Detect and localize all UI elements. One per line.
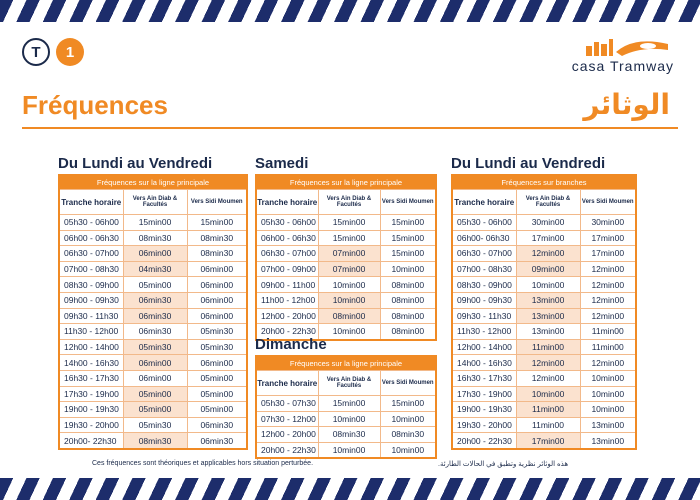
- frequency-cell: 10min00: [380, 442, 436, 458]
- frequency-cell: 05min00: [187, 402, 247, 418]
- time-slot-cell: 20h00 - 22h30: [256, 324, 318, 340]
- frequency-cell: 13min00: [516, 308, 580, 324]
- frequency-cell: 17min00: [580, 230, 636, 246]
- weekday-section: [58, 155, 248, 450]
- frequency-cell: 15min00: [187, 215, 247, 231]
- tram-badge-icon: T: [22, 38, 50, 66]
- time-slot-cell: 20h00 - 22h30: [452, 433, 516, 449]
- frequency-cell: 05min00: [123, 386, 187, 402]
- table-row: [452, 402, 636, 418]
- frequency-cell: 10min00: [318, 411, 380, 427]
- time-slot-cell: 09h00 - 11h00: [256, 277, 318, 293]
- time-slot-cell: 19h30 - 20h00: [452, 417, 516, 433]
- time-slot-cell: 11h00 - 12h00: [256, 292, 318, 308]
- time-slot-cell: 09h30 - 11h30: [59, 308, 123, 324]
- frequency-cell: 06min30: [123, 308, 187, 324]
- section-title: Du Lundi au Vendredi: [58, 155, 213, 172]
- frequency-cell: 15min00: [380, 230, 436, 246]
- frequency-cell: 12min00: [580, 308, 636, 324]
- frequency-table: [58, 174, 248, 450]
- sunday-section: [255, 336, 437, 459]
- frequency-cell: 12min00: [516, 246, 580, 262]
- frequency-cell: 15min00: [380, 246, 436, 262]
- table-banner: Fréquences sur la ligne principale: [59, 175, 247, 190]
- time-slot-cell: 05h30 - 06h00: [256, 215, 318, 231]
- frequency-cell: 11min00: [516, 402, 580, 418]
- table-row: [256, 396, 436, 412]
- frequency-cell: 10min00: [318, 324, 380, 340]
- frequency-cell: 08min30: [187, 246, 247, 262]
- column-header: Vers Sidi Moumen: [380, 190, 436, 215]
- frequency-cell: 30min00: [580, 215, 636, 231]
- frequency-table: [255, 174, 437, 341]
- column-header: Vers Ain Diab & Facultés: [516, 190, 580, 215]
- time-slot-cell: 05h30 - 06h00: [452, 215, 516, 231]
- time-slot-cell: 06h00 - 06h30: [59, 230, 123, 246]
- frequency-cell: 17min00: [516, 433, 580, 449]
- frequency-cell: 10min00: [380, 411, 436, 427]
- column-header: Vers Sidi Moumen: [380, 371, 436, 396]
- time-slot-cell: 16h30 - 17h30: [452, 370, 516, 386]
- footnote-fr: Ces fréquences sont théoriques et applicables hors situation perturbée.: [92, 460, 314, 467]
- frequency-cell: 10min00: [580, 386, 636, 402]
- frequency-table: [451, 174, 637, 450]
- time-slot-cell: 19h30 - 20h00: [59, 417, 123, 433]
- time-slot-cell: 12h00 - 20h00: [256, 427, 318, 443]
- table-row: [452, 230, 636, 246]
- frequency-cell: 10min00: [318, 292, 380, 308]
- frequency-cell: 08min30: [380, 427, 436, 443]
- frequency-cell: 17min00: [580, 246, 636, 262]
- top-stripe-band: [0, 0, 700, 22]
- table-row: [59, 339, 247, 355]
- table-row: [59, 230, 247, 246]
- frequency-cell: 15min00: [123, 215, 187, 231]
- table-row: [452, 277, 636, 293]
- table-row: [452, 246, 636, 262]
- table-row: [256, 292, 436, 308]
- time-slot-cell: 20h00- 22h30: [59, 433, 123, 449]
- table-row: [59, 402, 247, 418]
- frequency-cell: 15min00: [318, 230, 380, 246]
- time-slot-cell: 08h30 - 09h00: [452, 277, 516, 293]
- frequency-cell: 08min30: [318, 427, 380, 443]
- frequency-cell: 05min30: [187, 324, 247, 340]
- bottom-stripe-band: [0, 478, 700, 500]
- table-row: [256, 230, 436, 246]
- time-slot-cell: 07h00 - 08h30: [59, 261, 123, 277]
- frequency-cell: 10min00: [318, 277, 380, 293]
- table-row: [452, 292, 636, 308]
- time-slot-cell: 06h00 - 06h30: [256, 230, 318, 246]
- frequency-cell: 09min00: [516, 261, 580, 277]
- frequency-cell: 12min00: [516, 370, 580, 386]
- title-divider: [22, 127, 678, 129]
- frequency-cell: 06min30: [123, 324, 187, 340]
- time-slot-cell: 05h30 - 07h30: [256, 396, 318, 412]
- frequency-cell: 15min00: [318, 215, 380, 231]
- frequency-cell: 06min30: [187, 433, 247, 449]
- frequency-cell: 10min00: [580, 370, 636, 386]
- time-slot-cell: 12h00 - 14h00: [452, 339, 516, 355]
- table-row: [452, 215, 636, 231]
- frequency-cell: 08min00: [380, 308, 436, 324]
- time-slot-cell: 20h00 - 22h30: [256, 442, 318, 458]
- time-slot-cell: 11h30 - 12h00: [452, 324, 516, 340]
- time-slot-cell: 09h30 - 11h30: [452, 308, 516, 324]
- time-slot-cell: 07h00 - 08h30: [452, 261, 516, 277]
- section-title: Du Lundi au Vendredi: [451, 155, 606, 172]
- frequency-cell: 06min00: [187, 308, 247, 324]
- frequency-cell: 11min00: [580, 339, 636, 355]
- page-title-ar: الوثائر: [583, 89, 670, 120]
- frequency-cell: 15min00: [380, 396, 436, 412]
- frequency-cell: 10min00: [580, 402, 636, 418]
- frequency-cell: 13min00: [516, 292, 580, 308]
- frequency-cell: 06min00: [123, 370, 187, 386]
- table-row: [256, 277, 436, 293]
- time-slot-cell: 06h30 - 07h00: [452, 246, 516, 262]
- section-title: Samedi: [255, 155, 309, 172]
- table-row: [59, 386, 247, 402]
- table-row: [59, 324, 247, 340]
- frequency-cell: 05min30: [123, 417, 187, 433]
- time-slot-cell: 19h00 - 19h30: [59, 402, 123, 418]
- column-header: Tranche horaire: [452, 190, 516, 215]
- table-row: [59, 433, 247, 449]
- table-row: [452, 417, 636, 433]
- frequency-cell: 05min00: [123, 402, 187, 418]
- table-row: [256, 261, 436, 277]
- branches-section: [451, 155, 637, 450]
- column-header: Tranche horaire: [59, 190, 123, 215]
- frequency-cell: 10min00: [380, 261, 436, 277]
- table-row: [59, 215, 247, 231]
- frequency-cell: 08min30: [187, 230, 247, 246]
- frequency-cell: 12min00: [580, 292, 636, 308]
- time-slot-cell: 06h30 - 07h00: [59, 246, 123, 262]
- table-row: [256, 215, 436, 231]
- time-slot-cell: 08h30 - 09h00: [59, 277, 123, 293]
- frequency-cell: 05min30: [187, 339, 247, 355]
- frequency-cell: 05min00: [187, 370, 247, 386]
- column-header: Vers Ain Diab & Facultés: [318, 190, 380, 215]
- time-slot-cell: 17h30 - 19h00: [59, 386, 123, 402]
- frequency-cell: 06min00: [187, 277, 247, 293]
- frequency-cell: 08min30: [123, 433, 187, 449]
- time-slot-cell: 14h00 - 16h30: [59, 355, 123, 371]
- frequency-cell: 07min00: [318, 246, 380, 262]
- table-row: [452, 433, 636, 449]
- table-row: [256, 308, 436, 324]
- table-row: [452, 261, 636, 277]
- frequency-cell: 15min00: [318, 396, 380, 412]
- frequency-cell: 05min00: [187, 386, 247, 402]
- time-slot-cell: 07h00 - 09h00: [256, 261, 318, 277]
- tram-logo-icon: [582, 34, 672, 58]
- table-row: [59, 370, 247, 386]
- frequency-cell: 06min30: [187, 417, 247, 433]
- frequency-cell: 17min00: [516, 230, 580, 246]
- frequency-cell: 08min00: [380, 277, 436, 293]
- time-slot-cell: 09h00 - 09h30: [452, 292, 516, 308]
- casa-tramway-logo: [554, 34, 674, 74]
- table-row: [256, 411, 436, 427]
- column-header: Tranche horaire: [256, 371, 318, 396]
- time-slot-cell: 06h00- 06h30: [452, 230, 516, 246]
- frequency-cell: 11min00: [516, 417, 580, 433]
- table-row: [452, 324, 636, 340]
- time-slot-cell: 14h00 - 16h30: [452, 355, 516, 371]
- column-header: Vers Ain Diab & Facultés: [123, 190, 187, 215]
- time-slot-cell: 06h30 - 07h00: [256, 246, 318, 262]
- frequency-cell: 06min30: [123, 292, 187, 308]
- time-slot-cell: 07h30 - 12h00: [256, 411, 318, 427]
- table-row: [59, 246, 247, 262]
- frequency-cell: 11min00: [580, 324, 636, 340]
- table-row: [452, 386, 636, 402]
- table-banner: Fréquences sur la ligne principale: [256, 175, 436, 190]
- frequency-cell: 13min00: [580, 433, 636, 449]
- frequency-cell: 04min30: [123, 261, 187, 277]
- saturday-section: [255, 155, 437, 341]
- frequency-cell: 06min00: [187, 292, 247, 308]
- frequency-cell: 05min00: [123, 277, 187, 293]
- column-header: Vers Ain Diab & Facultés: [318, 371, 380, 396]
- frequency-cell: 13min00: [516, 324, 580, 340]
- table-row: [452, 308, 636, 324]
- table-row: [256, 442, 436, 458]
- frequency-cell: 12min00: [580, 261, 636, 277]
- frequency-cell: 10min00: [318, 442, 380, 458]
- column-header: Vers Sidi Moumen: [187, 190, 247, 215]
- frequency-cell: 15min00: [380, 215, 436, 231]
- table-row: [59, 417, 247, 433]
- frequency-cell: 10min00: [516, 277, 580, 293]
- table-banner: Fréquences sur la ligne principale: [256, 356, 436, 371]
- frequency-cell: 08min00: [318, 308, 380, 324]
- frequency-cell: 06min00: [123, 355, 187, 371]
- table-row: [59, 261, 247, 277]
- time-slot-cell: 09h00 - 09h30: [59, 292, 123, 308]
- frequency-cell: 11min00: [516, 339, 580, 355]
- frequency-cell: 05min30: [123, 339, 187, 355]
- table-row: [59, 277, 247, 293]
- frequency-cell: 12min00: [516, 355, 580, 371]
- table-banner: Fréquences sur branches: [452, 175, 636, 190]
- table-row: [452, 370, 636, 386]
- frequency-cell: 08min00: [380, 324, 436, 340]
- logo-wordmark: casa Tramway: [571, 58, 674, 74]
- table-row: [59, 292, 247, 308]
- table-row: [256, 427, 436, 443]
- table-row: [452, 339, 636, 355]
- time-slot-cell: 05h30 - 06h00: [59, 215, 123, 231]
- time-slot-cell: 12h00 - 20h00: [256, 308, 318, 324]
- line-badges: [22, 38, 84, 66]
- frequency-cell: 13min00: [580, 417, 636, 433]
- column-header: Vers Sidi Moumen: [580, 190, 636, 215]
- time-slot-cell: 17h30 - 19h00: [452, 386, 516, 402]
- footnote-ar: هذه الوثائر نظرية وتطبق في الحالات الطارئة.: [438, 461, 569, 468]
- frequency-cell: 07min00: [318, 261, 380, 277]
- time-slot-cell: 11h30 - 12h00: [59, 324, 123, 340]
- frequency-cell: 08min00: [380, 292, 436, 308]
- frequency-cell: 06min00: [187, 355, 247, 371]
- table-row: [256, 246, 436, 262]
- frequency-cell: 12min00: [580, 277, 636, 293]
- time-slot-cell: 16h30 - 17h30: [59, 370, 123, 386]
- table-row: [59, 308, 247, 324]
- frequency-cell: 08min30: [123, 230, 187, 246]
- frequency-cell: 30min00: [516, 215, 580, 231]
- table-row: [59, 355, 247, 371]
- page-title-fr: Fréquences: [22, 90, 168, 120]
- frequency-table: [255, 355, 437, 459]
- section-title: Dimanche: [255, 336, 327, 353]
- frequency-cell: 06min00: [187, 261, 247, 277]
- frequency-cell: 06min00: [123, 246, 187, 262]
- column-header: Tranche horaire: [256, 190, 318, 215]
- time-slot-cell: 19h00 - 19h30: [452, 402, 516, 418]
- table-row: [452, 355, 636, 371]
- line-number-badge: 1: [56, 38, 84, 66]
- frequency-cell: 12min00: [580, 355, 636, 371]
- time-slot-cell: 12h00 - 14h00: [59, 339, 123, 355]
- frequency-cell: 10min00: [516, 386, 580, 402]
